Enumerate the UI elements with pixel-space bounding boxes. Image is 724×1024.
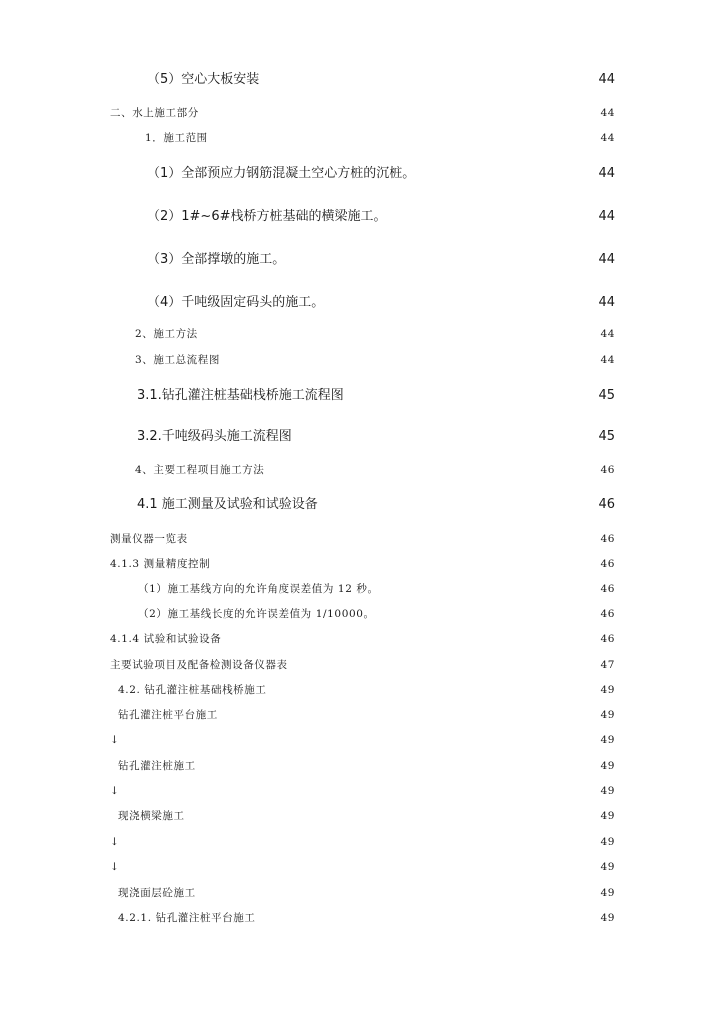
toc-entry-label: 3.1.钻孔灌注桩基础栈桥施工流程图 [137, 388, 344, 403]
toc-entry[interactable] [118, 681, 615, 699]
toc-entry-label: ↓ [110, 861, 120, 873]
toc-entry-label: 4.1 施工测量及试验和试验设备 [137, 497, 318, 512]
toc-entry-page-number: 44 [600, 107, 615, 119]
toc-entry[interactable] [110, 858, 615, 876]
toc-entry-label: 钻孔灌注桩施工 [118, 760, 196, 772]
toc-entry-label: 3、施工总流程图 [135, 354, 220, 366]
toc-entry-page-number: 47 [600, 659, 615, 671]
toc-entry[interactable] [145, 129, 615, 147]
toc-entry[interactable] [110, 782, 615, 800]
toc-entry-page-number: 49 [600, 810, 615, 822]
toc-entry-page-number: 46 [600, 558, 615, 570]
toc-entry-label: 钻孔灌注桩平台施工 [118, 709, 218, 721]
toc-entry-page-number: 49 [600, 785, 615, 797]
toc-entry[interactable] [118, 909, 615, 927]
toc-entry-label: （1）全部预应力钢筋混凝土空心方桩的沉桩。 [147, 166, 416, 181]
toc-entry[interactable] [137, 427, 615, 447]
toc-entry-page-number: 44 [600, 328, 615, 340]
toc-entry-label: 现浇面层砼施工 [118, 887, 196, 899]
toc-entry-label: （1）施工基线方向的允许角度误差值为 12 秒。 [138, 583, 379, 595]
toc-entry[interactable] [137, 386, 615, 406]
toc-entry-label: （4）千吨级固定码头的施工。 [147, 295, 325, 310]
toc-entry-label: 3.2.千吨级码头施工流程图 [137, 429, 292, 444]
toc-entry-page-number: 44 [598, 295, 615, 310]
toc-entry[interactable] [110, 530, 615, 548]
toc-entry-label: （3）全部撑墩的施工。 [147, 252, 286, 267]
toc-entry-label: 1．施工范围 [145, 132, 208, 144]
toc-entry[interactable] [110, 630, 615, 648]
toc-entry-label: （2）施工基线长度的允许误差值为 1/10000。 [138, 608, 375, 620]
toc-entry-label: 4.1.3 测量精度控制 [110, 558, 211, 570]
toc-entry-label: 4.1.4 试验和试验设备 [110, 633, 222, 645]
toc-entry-page-number: 46 [600, 533, 615, 545]
toc-entry-page-number: 46 [600, 583, 615, 595]
toc-entry-page-number: 44 [598, 252, 615, 267]
toc-entry-label: ↓ [110, 734, 120, 746]
toc-entry-page-number: 46 [600, 464, 615, 476]
toc-entry[interactable] [118, 807, 615, 825]
toc-entry-label: 二、水上施工部分 [110, 107, 199, 119]
toc-entry-page-number: 49 [600, 887, 615, 899]
toc-entry-label: ↓ [110, 785, 120, 797]
toc-entry[interactable] [137, 495, 615, 515]
toc-entry-page-number: 49 [600, 709, 615, 721]
toc-entry-label: 主要试验项目及配备检测设备仪器表 [110, 659, 288, 671]
toc-entry-page-number: 46 [600, 633, 615, 645]
toc-entry-label: 4.2. 钻孔灌注桩基础栈桥施工 [118, 684, 267, 696]
toc-entry-page-number: 44 [598, 166, 615, 181]
toc-entry-page-number: 49 [600, 734, 615, 746]
toc-entry[interactable] [135, 351, 615, 369]
toc-entry[interactable] [135, 325, 615, 343]
toc-entry-page-number: 49 [600, 861, 615, 873]
toc-entry-page-number: 44 [598, 72, 615, 87]
toc-entry-page-number: 46 [598, 497, 615, 512]
toc-entry-page-number: 44 [600, 132, 615, 144]
toc-entry[interactable] [118, 884, 615, 902]
toc-entry-page-number: 44 [600, 354, 615, 366]
toc-entry-label: ↓ [110, 836, 120, 848]
toc-entry[interactable] [147, 164, 615, 184]
toc-entry[interactable] [110, 104, 615, 122]
toc-entry-label: 4、主要工程项目施工方法 [135, 464, 265, 476]
toc-entry[interactable] [110, 555, 615, 573]
toc-entry[interactable] [138, 605, 615, 623]
toc-entry-page-number: 45 [598, 388, 615, 403]
toc-entry[interactable] [110, 656, 615, 674]
toc-entry-page-number: 45 [598, 429, 615, 444]
toc-entry-page-number: 49 [600, 836, 615, 848]
toc-entry[interactable] [118, 706, 615, 724]
toc-entry[interactable] [147, 207, 615, 227]
toc-entry-page-number: 44 [598, 209, 615, 224]
toc-entry-page-number: 49 [600, 912, 615, 924]
toc-entry-label: 4.2.1. 钻孔灌注桩平台施工 [118, 912, 256, 924]
toc-entry-label: （2）1#~6#栈桥方桩基础的横梁施工。 [147, 209, 387, 224]
toc-entry[interactable] [147, 250, 615, 270]
toc-entry-page-number: 49 [600, 684, 615, 696]
toc-entry-page-number: 49 [600, 760, 615, 772]
toc-entry[interactable] [147, 70, 615, 90]
toc-entry[interactable] [147, 293, 615, 313]
toc-entry-page-number: 46 [600, 608, 615, 620]
toc-entry[interactable] [138, 580, 615, 598]
toc-entry-label: 2、施工方法 [135, 328, 198, 340]
toc-entry[interactable] [135, 461, 615, 479]
toc-entry[interactable] [110, 833, 615, 851]
toc-entry-label: （5）空心大板安装 [147, 72, 260, 87]
toc-entry[interactable] [118, 757, 615, 775]
toc-entry-label: 现浇横梁施工 [118, 810, 185, 822]
toc-entry[interactable] [110, 731, 615, 749]
toc-entry-label: 测量仪器一览表 [110, 533, 188, 545]
